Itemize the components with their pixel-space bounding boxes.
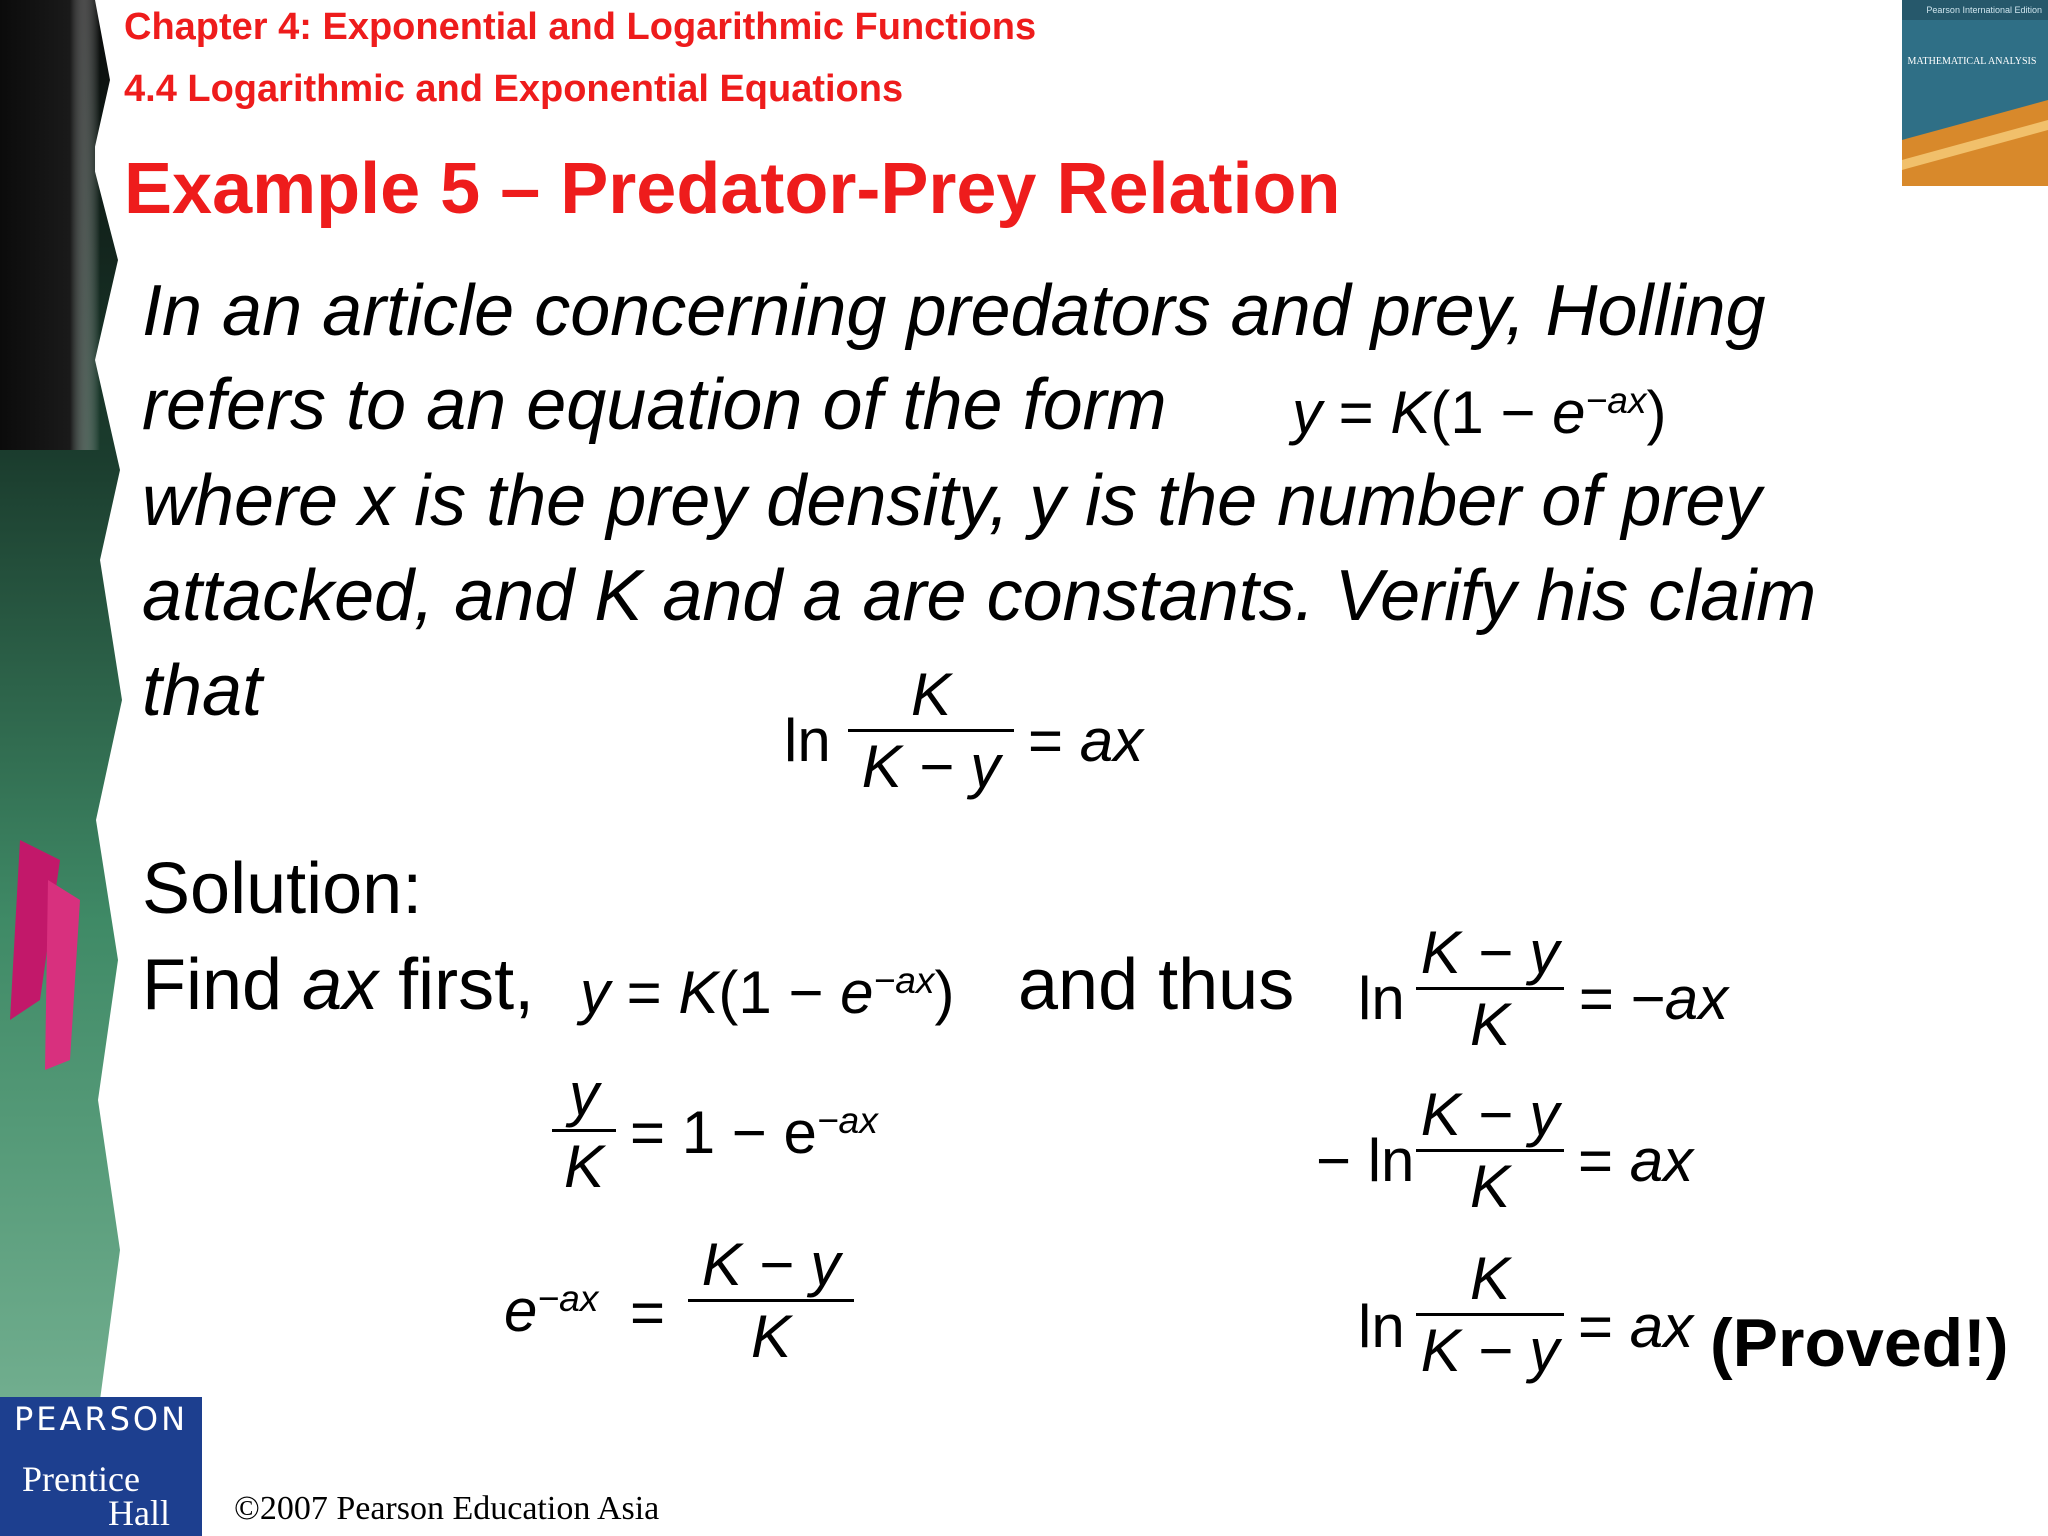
right-step3-rhs: = ax bbox=[1578, 1293, 1694, 1360]
chapter-heading: Chapter 4: Exponential and Logarithmic Functions bbox=[124, 6, 1037, 48]
prentice-text: Prentice bbox=[22, 1459, 140, 1499]
step1-rhs: = $1 - e^{-ax}$ bbox=[630, 1098, 878, 1166]
proved-label: (Proved!) bbox=[1710, 1305, 2009, 1381]
problem-line-5: that bbox=[142, 651, 263, 731]
claim-rhs: = ax bbox=[1028, 707, 1144, 774]
right-step2-rhs: = ax bbox=[1578, 1127, 1694, 1194]
step2-fraction: K − y K bbox=[688, 1230, 854, 1371]
book-cover-thumbnail bbox=[1902, 0, 2048, 186]
problem-line-4: attacked, and K and a are constants. Verify his claim bbox=[142, 556, 1817, 636]
and-thus-text: and thus bbox=[1018, 945, 1295, 1025]
right-step1-rhs: = −ax bbox=[1578, 965, 1729, 1032]
problem-line-1: In an article concerning predators and prey, Holling bbox=[142, 271, 1766, 351]
page-title: Example 5 – Predator-Prey Relation bbox=[124, 149, 1341, 229]
problem-line-2: refers to an equation of the form bbox=[142, 365, 1167, 445]
right-step2-fraction: K − y K bbox=[1416, 1080, 1564, 1221]
solution-find-line: Find ax first, bbox=[142, 945, 535, 1025]
book-edition: Pearson International Edition bbox=[1926, 5, 2042, 15]
decorative-left-strip bbox=[0, 0, 140, 1536]
step2-lhs: $e^{-ax}$ bbox=[504, 1276, 599, 1344]
right-step3-ln: ln bbox=[1358, 1293, 1405, 1360]
pearson-wordmark: PEARSON bbox=[13, 1400, 189, 1438]
copyright-text: ©2007 Pearson Education Asia bbox=[234, 1490, 660, 1527]
hall-text: Hall bbox=[108, 1493, 170, 1533]
solution-formula-1: $y = K(1 - e^{-ax})$ bbox=[580, 958, 955, 1026]
step2-equals: = bbox=[630, 1279, 666, 1346]
step1-fraction: y K bbox=[552, 1060, 616, 1201]
right-step1-fraction: K − y K bbox=[1416, 918, 1564, 1059]
right-step3-fraction: K K − y bbox=[1416, 1244, 1564, 1385]
claim-ln: ln bbox=[784, 707, 831, 774]
section-heading: 4.4 Logarithmic and Exponential Equations bbox=[124, 68, 904, 110]
right-step1-ln: ln bbox=[1358, 965, 1405, 1032]
problem-line-3: where x is the prey density, y is the number of prey bbox=[142, 461, 1762, 541]
book-title: MATHEMATICAL ANALYSIS bbox=[1907, 56, 2037, 67]
solution-label: Solution: bbox=[142, 849, 423, 929]
formula-holling: $y = K(1 - e^{-ax})$ bbox=[1292, 378, 1667, 446]
right-step2-neg-ln: − ln bbox=[1316, 1127, 1415, 1194]
claim-fraction: K K − y bbox=[848, 660, 1014, 801]
